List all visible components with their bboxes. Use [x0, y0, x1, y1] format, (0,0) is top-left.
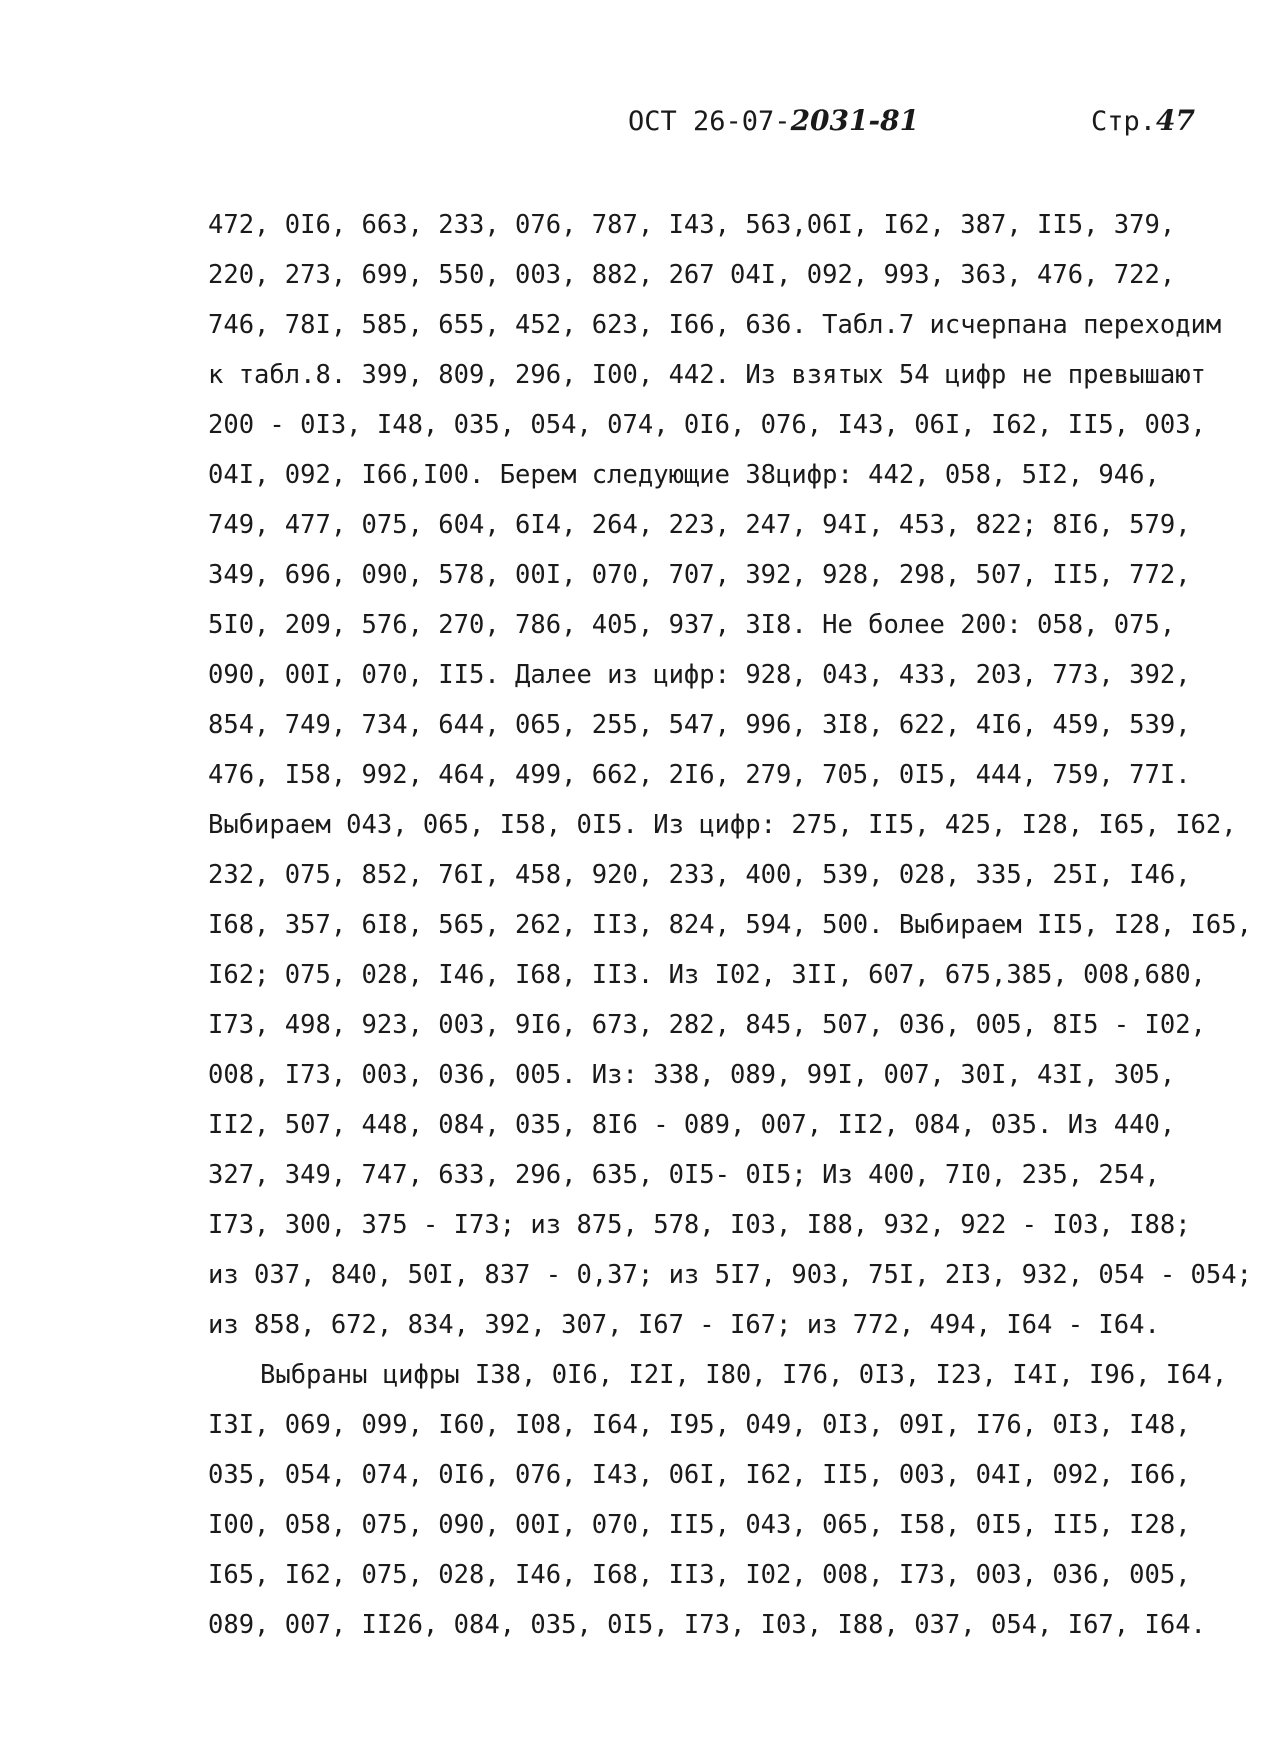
text-line: из 858, 672, 834, 392, 307, I67 - I67; из 772, 494, I64 - I64.	[208, 1310, 1160, 1340]
text-line: 472, 0I6, 663, 233, 076, 787, I43, 563,06I, I62, 387, II5, 379,	[208, 210, 1176, 240]
page-number-handwritten: 47	[1156, 104, 1195, 137]
text-line: I62; 075, 028, I46, I68, II3. Из I02, 3II, 607, 675,385, 008,680,	[208, 960, 1206, 990]
text-line: I73, 300, 375 - I73; из 875, 578, I03, I88, 932, 922 - I03, I88;	[208, 1210, 1191, 1240]
text-line: 090, 00I, 070, II5. Далее из цифр: 928, 043, 433, 203, 773, 392,	[208, 660, 1191, 690]
text-line: 220, 273, 699, 550, 003, 882, 267 04I, 092, 993, 363, 476, 722,	[208, 260, 1176, 290]
text-line: Выбираем 043, 065, I58, 0I5. Из цифр: 275, II5, 425, I28, I65, I62,	[208, 810, 1237, 840]
text-line: I00, 058, 075, 090, 00I, 070, II5, 043, 065, I58, 0I5, II5, I28,	[208, 1510, 1191, 1540]
text-line: Выбраны цифры I38, 0I6, I2I, I80, I76, 0I3, I23, I4I, I96, I64,	[260, 1360, 1228, 1390]
text-line: 200 - 0I3, I48, 035, 054, 074, 0I6, 076, I43, 06I, I62, II5, 003,	[208, 410, 1206, 440]
text-line: I68, 357, 6I8, 565, 262, II3, 824, 594, 500. Выбираем II5, I28, I65,	[208, 910, 1252, 940]
body-text	[208, 200, 1268, 1650]
text-line: 327, 349, 747, 633, 296, 635, 0I5- 0I5; Из 400, 7I0, 235, 254,	[208, 1160, 1160, 1190]
text-line: 854, 749, 734, 644, 065, 255, 547, 996, 3I8, 622, 4I6, 459, 539,	[208, 710, 1191, 740]
document-code	[628, 104, 919, 137]
text-line: 476, I58, 992, 464, 499, 662, 2I6, 279, 705, 0I5, 444, 759, 77I.	[208, 760, 1191, 790]
text-line: I65, I62, 075, 028, I46, I68, II3, I02, 008, I73, 003, 036, 005,	[208, 1560, 1191, 1590]
text-line: I3I, 069, 099, I60, I08, I64, I95, 049, 0I3, 09I, I76, 0I3, I48,	[208, 1410, 1191, 1440]
text-line: 232, 075, 852, 76I, 458, 920, 233, 400, 539, 028, 335, 25I, I46,	[208, 860, 1191, 890]
text-line: из 037, 840, 50I, 837 - 0,37; из 5I7, 903, 75I, 2I3, 932, 054 - 054;	[208, 1260, 1252, 1290]
text-line: 04I, 092, I66,I00. Берем следующие 38цифр: 442, 058, 5I2, 946,	[208, 460, 1160, 490]
text-line: к табл.8. 399, 809, 296, I00, 442. Из взятых 54 цифр не превышают	[208, 360, 1206, 390]
document-number-handwritten: 2031-81	[790, 104, 920, 137]
page-header	[628, 104, 1195, 154]
text-line: 089, 007, II26, 084, 035, 0I5, I73, I03, I88, 037, 054, I67, I64.	[208, 1610, 1206, 1640]
page-number	[1091, 104, 1195, 137]
text-line: 746, 78I, 585, 655, 452, 623, I66, 636. Табл.7 исчерпана переходим	[208, 310, 1222, 340]
text-line: I73, 498, 923, 003, 9I6, 673, 282, 845, 507, 036, 005, 8I5 - I02,	[208, 1010, 1206, 1040]
document-code-prefix: ОСТ 26-07-	[628, 106, 791, 137]
text-line: 349, 696, 090, 578, 00I, 070, 707, 392, 928, 298, 507, II5, 772,	[208, 560, 1191, 590]
text-line: 008, I73, 003, 036, 005. Из: 338, 089, 99I, 007, 30I, 43I, 305,	[208, 1060, 1176, 1090]
text-line: 5I0, 209, 576, 270, 786, 405, 937, 3I8. Не более 200: 058, 075,	[208, 610, 1176, 640]
page-number-label: Стр.	[1091, 106, 1157, 137]
text-line: II2, 507, 448, 084, 035, 8I6 - 089, 007, II2, 084, 035. Из 440,	[208, 1110, 1176, 1140]
text-line: 749, 477, 075, 604, 6I4, 264, 223, 247, 94I, 453, 822; 8I6, 579,	[208, 510, 1191, 540]
text-line: 035, 054, 074, 0I6, 076, I43, 06I, I62, II5, 003, 04I, 092, I66,	[208, 1460, 1191, 1490]
